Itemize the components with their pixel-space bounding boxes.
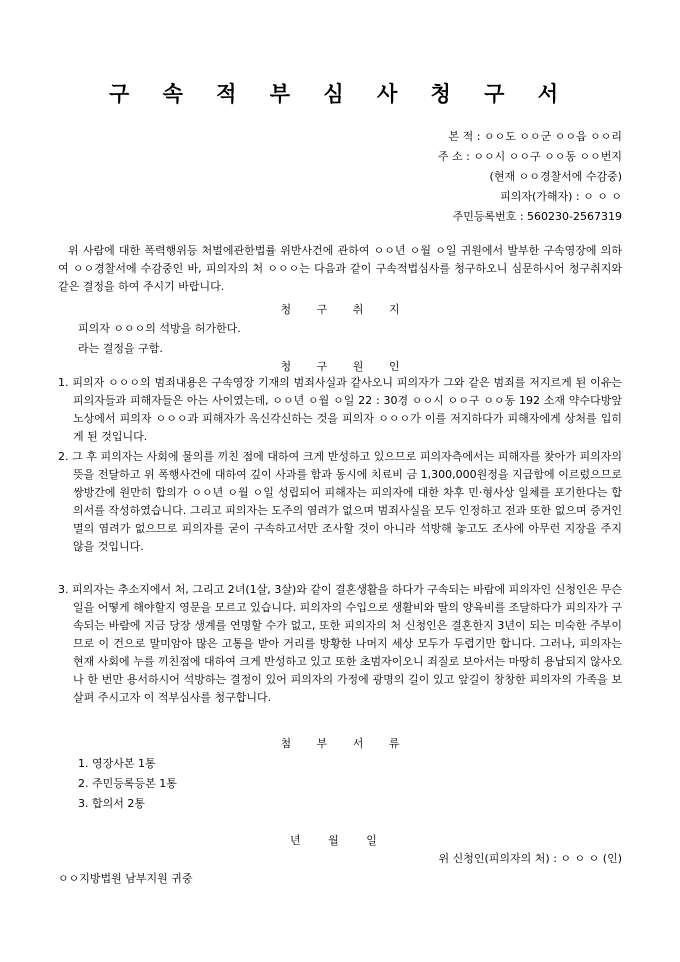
date-line: 년 월 일	[290, 834, 377, 847]
header-honjeok: 본 적 : ㅇㅇ도 ㅇㅇ군 ㅇㅇ읍 ㅇㅇ리	[448, 130, 622, 143]
header-current-location: (현재 ㅇㅇ경찰서에 수감중)	[489, 170, 622, 183]
purpose-line-2: 라는 결정을 구함.	[78, 342, 163, 355]
signature-line: 위 신청인(피의자의 처) : ㅇ ㅇ ㅇ (인)	[438, 852, 622, 865]
cause-item-2: 2. 그 후 피의자는 사회에 물의를 끼친 점에 대하여 크게 반성하고 있으므로 피의자측에서는 피해자를 찾아가 피의자의 뜻을 전달하고 위 폭행사건에 대하여 깊이 사과를 함과 동시에 치료비 금 1,300,000원정을 지급함에 이르렀으므로 쌍방간에 원만히 합의가 ㅇㅇ년 ㅇ월 ㅇ일 성립되어 피해자는 피의자에 대한 차후 민·형사상 일체를 포기한다는 합의서를 작성하였습니다. 그리고 피의자는 도주의 염려가 없으며 범죄사실을 모두 인정하고 전과 또한 없으며 증거인멸의 염려가 없으므로 피의자를 굳이 구속하고서만 조사할 것이 아니라 석방해 놓고도 조사에 아무런 지장을 주지 않을 것입니다.	[58, 450, 622, 553]
attachment-item-1: 1. 영장사본 1통	[78, 757, 156, 770]
court-addressee: ㅇㅇ지방법원 남부지원 귀중	[58, 872, 193, 885]
cause-heading: 청 구 원 인	[280, 360, 400, 373]
cause-item-3: 3. 피의자는 추소지에서 처, 그리고 2녀(1살, 3살)와 같이 결혼생활을 하다가 구속되는 바람에 피의자인 신청인은 무슨 일을 어떻게 해야할지 영문을 모르고 있습니다. 피의자의 수입으로 생활비와 딸의 양육비를 조달하다가 피의자가 구속되는 바람에 지금 당장 생계를 연명할 수가 없고, 또한 피의자의 처 신청인은 결혼한지 3년이 되는 미숙한 주부이므로 이 건으로 말미암아 많은 고통을 받아 거리를 방황한 나머지 세상 모두가 두렵기만 합니다. 그러나, 피의자는 현재 사회에 누를 끼친점에 대하여 크게 반성하고 있고 또한 초범자이오니 죄질로 보아서는 마땅히 용납되지 않사오나 한 번만 용서하시어 석방하는 결정이 있어 피의자의 가정에 광명의 길이 있고 앞길이 창창한 피의자의 가족을 보살펴 주시고자 이 적부심사를 청구합니다.	[58, 583, 622, 704]
purpose-line-1: 피의자 ㅇㅇㅇ의 석방을 허가한다.	[78, 322, 241, 335]
document-title: 구 속 적 부 심 사 청 구 서	[108, 82, 572, 106]
header-suspect-name: 피의자(가해자) : ㅇ ㅇ ㅇ	[500, 190, 622, 203]
attachment-item-2: 2. 주민등록등본 1통	[78, 777, 177, 790]
cause-item-1: 1. 피의자 ㅇㅇㅇ의 범죄내용은 구속영장 기재의 범죄사실과 같사오니 피의자가 그와 같은 범죄를 저지르게 된 이유는 피의자들과 피해자들은 아는 사이였는데, ㅇㅇ년 ㅇ월 ㅇ일 22 : 30경 ㅇㅇ시 ㅇㅇ구 ㅇㅇ동 192 소재 약수다방앞 노상에서 피의자 ㅇㅇㅇ과 피해자가 옥신각신하는 것을 피의자 ㅇㅇㅇ가 이를 저지하다가 피해자에게 상처를 입히게 된 것입니다.	[58, 376, 622, 443]
header-resident-number: 주민등록번호 : 560230-2567319	[452, 210, 622, 223]
purpose-heading: 청 구 취 지	[280, 303, 400, 316]
intro-paragraph: 위 사람에 대한 폭력행위등 처벌에관한법률 위반사건에 관하여 ㅇㅇ년 ㅇ월 ㅇ일 귀원에서 발부한 구속영장에 의하여 ㅇㅇ경찰서에 수감중인 바, 피의자의 처 ㅇㅇㅇ는 다음과 같이 구속적법심사를 청구하오니 심문하시어 청구취지와 같은 결정을 하여 주시기 바랍니다.	[58, 244, 622, 293]
header-address: 주 소 : ㅇㅇ시 ㅇㅇ구 ㅇㅇ동 ㅇㅇ번지	[437, 150, 622, 163]
attachment-item-3: 3. 합의서 2통	[78, 797, 145, 810]
attachments-heading: 첨 부 서 류	[280, 737, 400, 750]
